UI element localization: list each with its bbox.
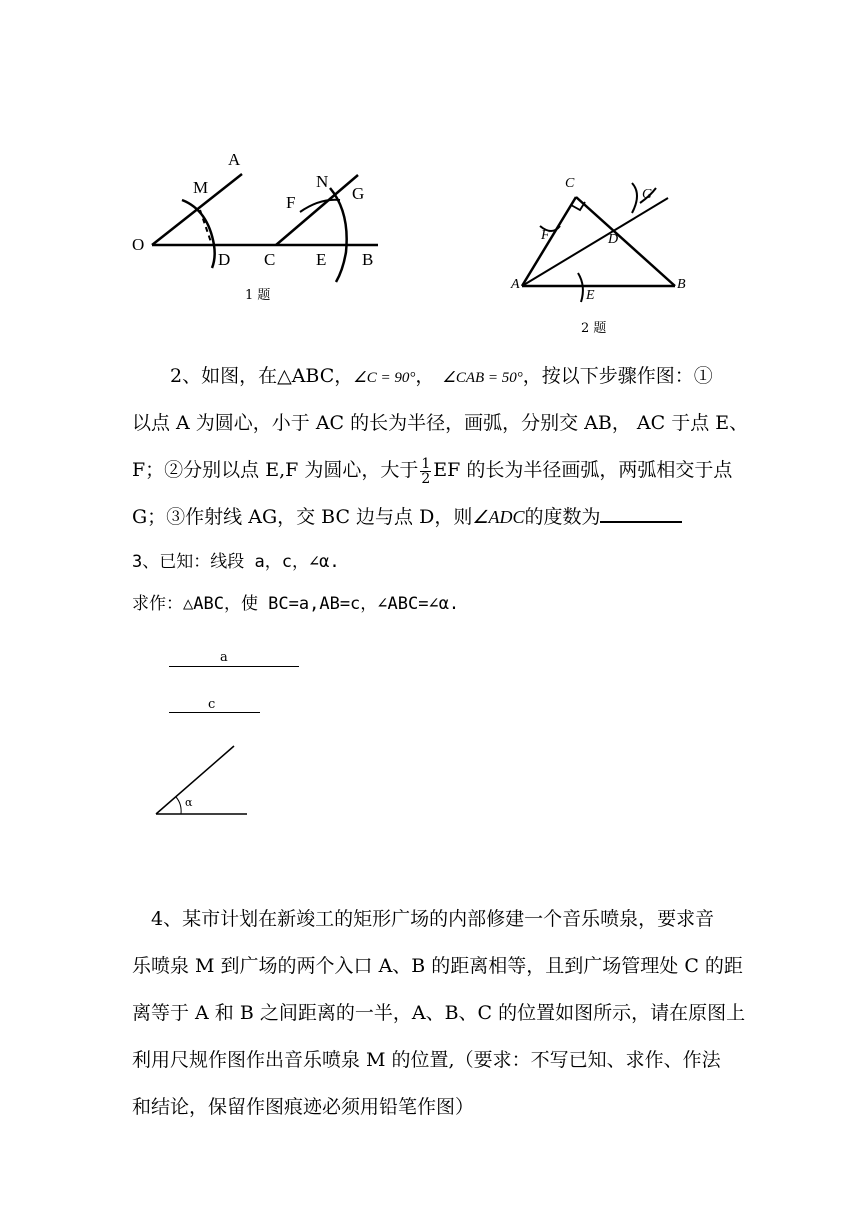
q2-line1-end: ，按以下步骤作图：①	[522, 365, 713, 387]
fig2-label-c: C	[565, 176, 575, 191]
q2-line1-start: 2、如图，在△ABC，	[170, 365, 354, 387]
fig2-label-a: A	[511, 277, 520, 292]
q2-angle-c: ∠C = 90°	[353, 370, 416, 386]
fig1-label-o: O	[132, 235, 145, 254]
fig1-caption: 1 题	[245, 288, 271, 303]
fig1-label-e: E	[316, 250, 327, 269]
q3-segment-a-label: a	[220, 650, 228, 665]
q4-line-5: 和结论，保留作图痕迹必须用铅笔作图）	[132, 1096, 475, 1118]
fig2-label-e: E	[586, 288, 595, 303]
fig1-label-a: A	[228, 150, 241, 169]
fig1-label-m: M	[193, 178, 209, 197]
fig2-label-d: D	[608, 232, 619, 247]
q2-frac-den: 2	[421, 470, 431, 487]
fig1-label-f: F	[286, 193, 296, 212]
q2-frac-num: 1	[421, 455, 431, 472]
q3-alpha-label: α	[185, 796, 193, 809]
q2-line4-start: G；③作射线 AG，交 BC 边与点 D，则	[132, 506, 473, 528]
fig1-label-d: D	[218, 250, 231, 269]
q4-line-1: 4、某市计划在新竣工的矩形广场的内部修建一个音乐喷泉，要求音	[151, 908, 715, 930]
fig1-label-c: C	[264, 250, 276, 269]
fig1-label-n: N	[316, 172, 329, 191]
q2-line4-end: 的度数为	[524, 506, 601, 528]
q2-line3-start: F；②分别以点 E,F 为圆心，大于	[132, 459, 419, 481]
q4-line-2: 乐喷泉 M 到广场的两个入口 A、B 的距离相等，且到广场管理处 C 的距	[132, 955, 743, 977]
q2-line-2: 以点 A 为圆心，小于 AC 的长为半径，画弧，分别交 AB， AC 于点 E、	[132, 412, 749, 434]
q2-angle-cab: ∠CAB = 50°	[442, 370, 523, 386]
q2-line3-end: EF 的长为半径画弧，两弧相交于点	[433, 459, 733, 481]
q4-line-4: 利用尺规作图作出音乐喷泉 M 的位置,（要求：不写已知、求作、作法	[132, 1049, 721, 1071]
fig1-label-b: B	[362, 250, 374, 269]
q2-sep: ，	[415, 365, 435, 387]
q3-line-2: 求作：△ABC，使 BC=a,AB=c，∠ABC=∠α.	[132, 594, 460, 614]
fig2-label-b: B	[677, 277, 686, 292]
fig2-label-f: F	[541, 228, 550, 243]
fig2-label-g: G	[642, 187, 653, 202]
q4-line-3: 离等于 A 和 B 之间距离的一半，A、B、C 的位置如图所示，请在原图上	[132, 1002, 746, 1024]
q3-line-1: 3、已知：线段 a，c，∠α.	[132, 552, 340, 572]
q2-angle-adc: ∠ADC	[472, 507, 525, 527]
fig1-label-g: G	[352, 184, 365, 203]
q3-segment-c-label: c	[208, 697, 216, 712]
fig2-caption: 2 题	[581, 321, 607, 336]
